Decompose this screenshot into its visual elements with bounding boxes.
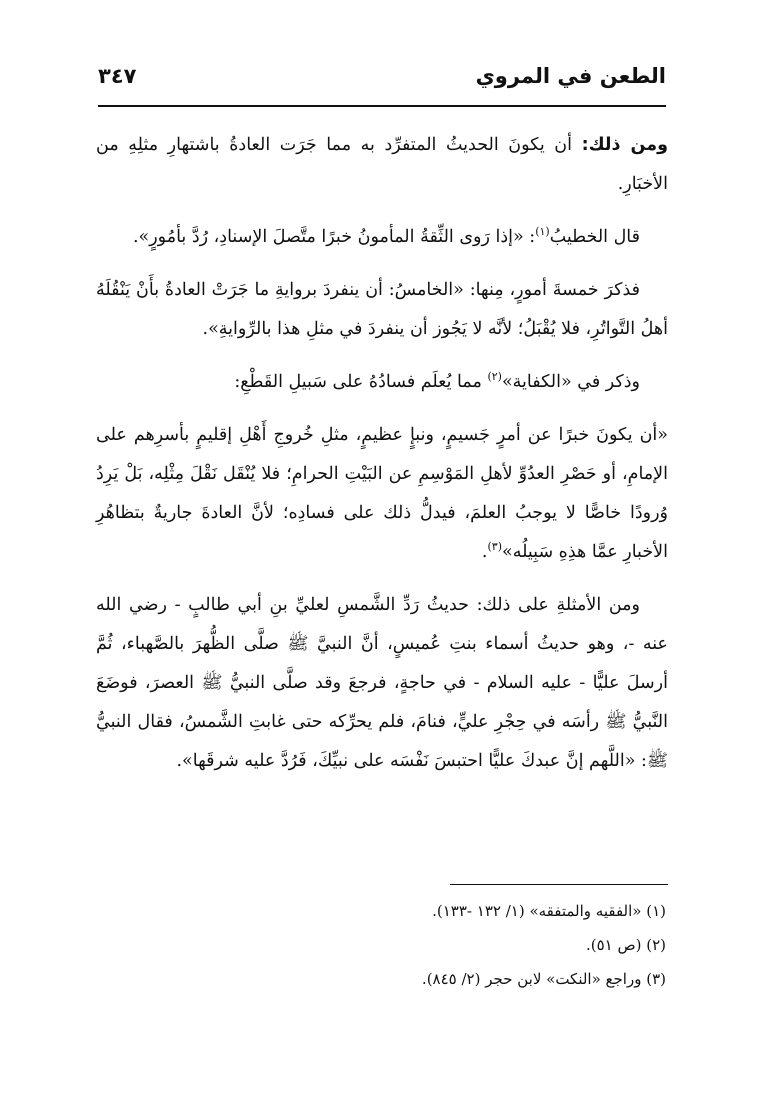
footnote-2: (٢) (ص ٥١). bbox=[585, 936, 666, 954]
paragraph-6 bbox=[96, 586, 668, 781]
paragraph-text-start: قال الخطيبُ bbox=[549, 227, 640, 247]
running-title: الطعن في المروي bbox=[475, 64, 666, 88]
paragraph-5-quote bbox=[96, 416, 668, 572]
paragraph-text: «أن يكونَ خبرًا عن أمرٍ جَسيمٍ، ونبإٍ عظيمٍ، مثلِ خُروجِ أَهْلِ إقليمٍ بأسرِهم على الإمامِ، أو حَصْرِ العدُوِّ لأهلِ المَوْسِمِ عن البَيْتِ الحرامِ؛ فلا يُنْقَل نَقْلَ مِثْلِه، بَلْ يَرِدُ وُرودًا خاصًّا لا يوجبُ العلمَ، فيدلُّ ذلك على فسادِه؛ لأنَّ العادةَ جاريةٌ بتظاهُرِ الأخبارِ عمَّا هذِهِ سَبِيلُه» bbox=[96, 425, 668, 562]
page-number: ٣٤٧ bbox=[98, 64, 137, 88]
paragraph-text-start: وذكر في «الكفاية» bbox=[501, 372, 640, 392]
main-text bbox=[96, 126, 668, 795]
paragraph-1 bbox=[96, 126, 668, 204]
paragraph-text: : «إذا رَوى الثِّقةُ المأمونُ خبرًا متَّصلَ الإسنادِ، رُدَّ بأمُورٍ». bbox=[132, 227, 536, 247]
footnote-ref-1[interactable]: (١) bbox=[535, 225, 550, 239]
paragraph-text: أن يكونَ الحديثُ المتفرِّد به مما جَرَت العادةُ باشتهارِ مثلِهِ من الأخبَارِ. bbox=[96, 135, 668, 194]
footnote-1: (١) «الفقيه والمتفقه» (١/ ١٣٢ -١٣٣). bbox=[432, 902, 666, 920]
paragraph-lead: ومن ذلك: bbox=[581, 135, 668, 155]
page-header bbox=[98, 58, 666, 98]
paragraph-tail: . bbox=[481, 542, 488, 562]
footnote-ref-2[interactable]: (٢) bbox=[487, 370, 502, 384]
paragraph-text: فذكرَ خمسةَ أمورٍ، مِنها: «الخامسُ: أن ينفردَ بروايةِ ما جَرَتْ العادةُ بأَنْ يَنْقُلَهُ أهلُ التَّواتُرِ، فلا يُقْبَلُ؛ لأنَّه لا يَجُوز أن ينفردَ في مثلِ هذا بالرِّوايةِ». bbox=[96, 280, 668, 339]
paragraph-2 bbox=[96, 218, 668, 257]
paragraph-text: ومن الأمثلةِ على ذلك: حديثُ رَدِّ الشَّمسِ لعليِّ بنِ أبي طالبٍ - رضي الله عنه -، وهو حديثُ أسماء بنتِ عُميسٍ، أنَّ النبيَّ ﷺ صلَّى الظُّهرَ بالصَّهباء، ثُمَّ أرسلَ عليًّا - عليه السلام - في حاجةٍ، فرجعَ وقد صلَّى النبيُّ ﷺ العصرَ، فوضَعَ النَّبيُّ ﷺ رأسَه في حِجْرِ عليٍّ، فنامَ، فلم يحرِّكه حتى غابتِ الشَّمسُ، فقال النبيُّ ﷺ: «اللَّهم إنَّ عبدكَ عليًّا احتبسَ نَفْسَه على نبيِّكَ، فَرُدَّ عليه شرقَها». bbox=[96, 595, 668, 771]
paragraph-4 bbox=[96, 363, 668, 402]
header-divider bbox=[98, 105, 666, 107]
footnote-ref-3[interactable]: (٣) bbox=[487, 540, 502, 554]
footnotes bbox=[98, 896, 666, 998]
paragraph-3 bbox=[96, 271, 668, 349]
footnote-3: (٣) وراجع «النكت» لابن حجر (٢/ ٨٤٥). bbox=[421, 970, 666, 988]
paragraph-text: مما يُعلَم فسادُهُ على سَبيلِ القَطْعِ: bbox=[234, 372, 488, 392]
footnote-divider bbox=[450, 884, 668, 885]
